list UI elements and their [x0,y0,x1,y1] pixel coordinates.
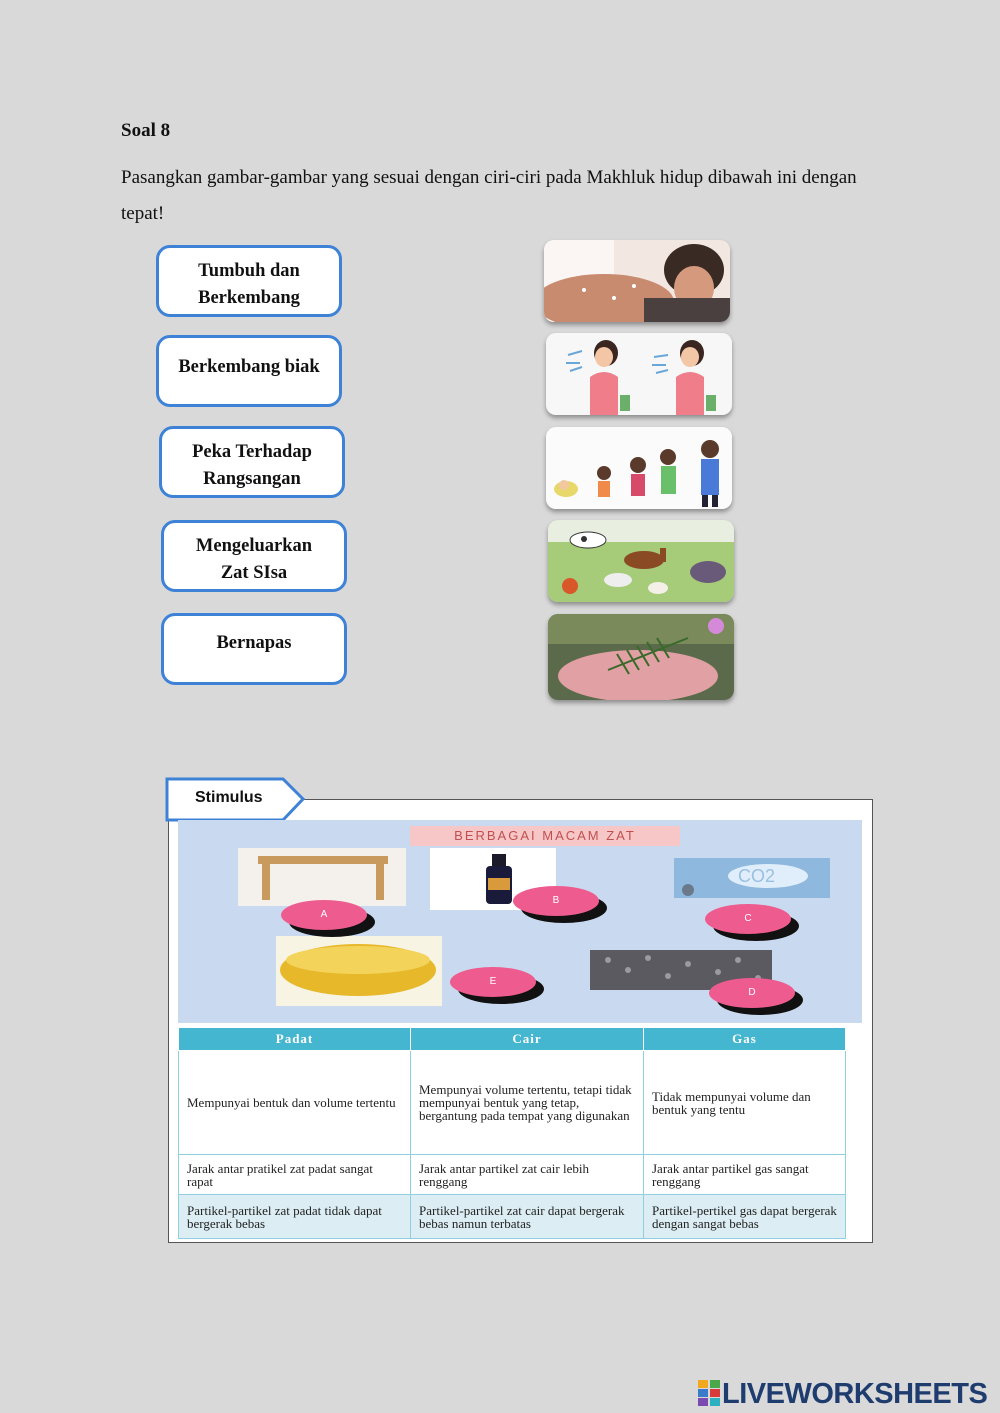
card-berkembang-biak[interactable] [156,335,342,407]
table-row [179,1051,846,1155]
card-bernapas[interactable] [161,613,347,685]
badge-d: D [709,978,795,1008]
badge-e: E [450,967,536,997]
logo-mark-icon [698,1380,720,1406]
zat-panel-title: BERBAGAI MACAM ZAT [410,826,680,846]
table-cell: Partikel-pertikel gas dapat bergerak dengan sangat bebas [644,1195,846,1239]
table-cell: Jarak antar partikel gas sangat renggang [644,1155,846,1195]
table-cell: Partikel-partikel zat padat tidak dapat bergerak bebas [179,1195,411,1239]
header-cair: Cair [411,1028,644,1051]
liveworksheets-logo [698,1378,987,1411]
table-cell: Partikel-partikel zat cair dapat bergerak bebas namun terbatas [411,1195,644,1239]
breathing-girl-image [546,333,732,415]
stimulus-label: Stimulus [195,789,263,806]
co2-text: CO2 [738,866,776,886]
badge-c: C [705,904,791,934]
question-instruction: Pasangkan gambar-gambar yang sesuai dengan ciri-ciri pada Makhluk hidup dibawah ini dengan tepat! [121,167,857,224]
sweating-person-image [544,240,730,322]
table-row [179,1155,846,1195]
picture-growth-stages[interactable] [546,427,732,509]
badge-b: B [513,886,599,916]
picture-farm-animals[interactable] [548,520,734,602]
table-header-row [179,1028,846,1051]
table-cell: Tidak mempunyai volume dan bentuk yang tentu [644,1051,846,1155]
farm-animals-image [548,520,734,602]
question-title: Soal 8 [121,120,171,141]
card-tumbuh-dan-berkembang[interactable] [156,245,342,317]
card-label: Mengeluarkan Zat SIsa [195,536,313,583]
picture-touch-me-not-plant[interactable] [548,614,734,700]
growth-stages-image [546,427,732,509]
touch-me-not-plant-image [548,614,734,700]
picture-sweating-person[interactable] [544,240,730,322]
card-peka-terhadap-rangsangan[interactable] [159,426,345,498]
card-label: Peka Terhadap Rangsangan [192,442,312,489]
badge-a: A [281,900,367,930]
table-row [179,1195,846,1239]
logo-text: LIVEWORKSHEETS [722,1378,988,1410]
zat-table [178,1027,846,1239]
card-label: Tumbuh dan Berkembang [198,261,300,308]
table-cell: Mempunyai volume tertentu, tetapi tidak mempunyai bentuk yang tetap, bergantung pada tempat yang digunakan [411,1051,644,1155]
card-label: Berkembang biak [178,357,320,377]
table-cell: Jarak antar partikel zat cair lebih renggang [411,1155,644,1195]
card-mengeluarkan-zat-sisa[interactable] [161,520,347,592]
table-cell: Jarak antar pratikel zat padat sangat rapat [179,1155,411,1195]
card-label: Bernapas [216,633,292,653]
header-gas: Gas [644,1028,846,1051]
picture-breathing-girl[interactable] [546,333,732,415]
header-padat: Padat [179,1028,411,1051]
table-cell: Mempunyai bentuk dan volume tertentu [179,1051,411,1155]
